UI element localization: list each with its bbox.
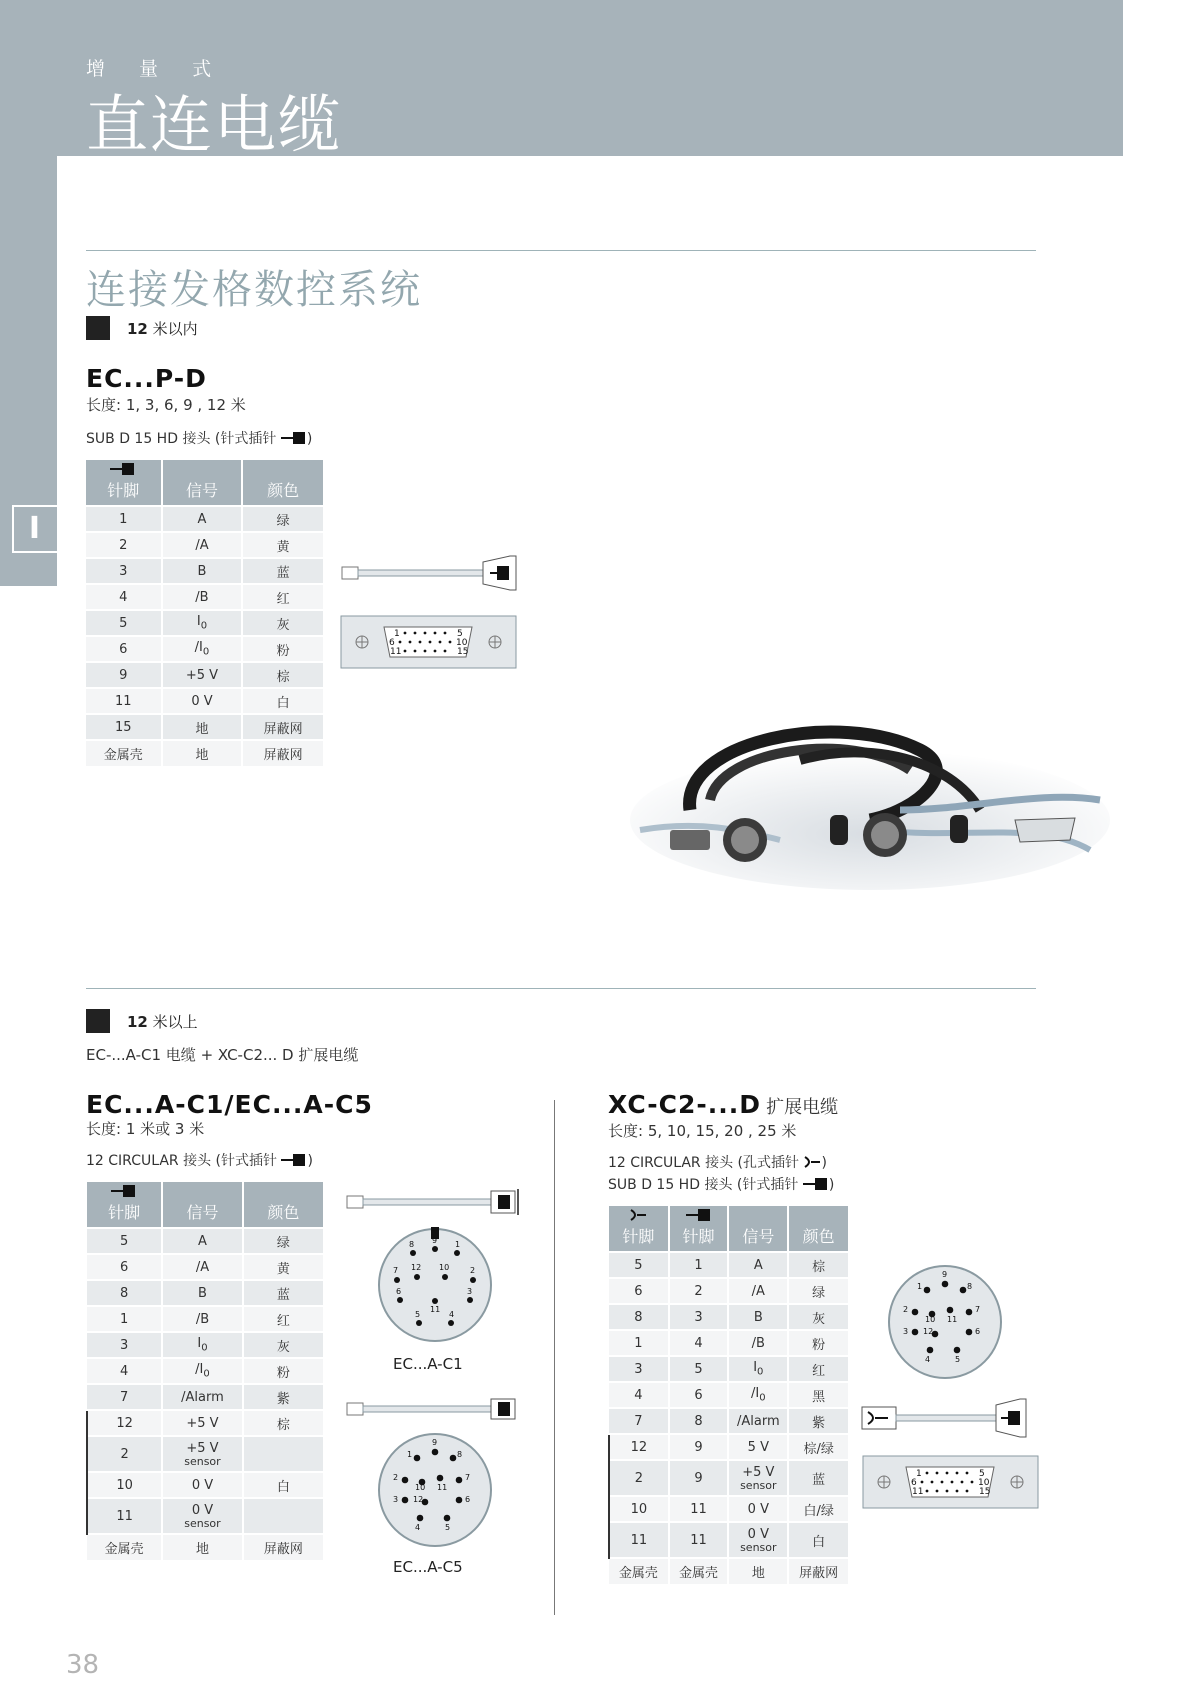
table-row [87, 1436, 323, 1472]
group-length-num: 12 [127, 1013, 148, 1031]
svg-text:4: 4 [415, 1523, 421, 1532]
table-row [86, 636, 323, 662]
svg-text:7: 7 [465, 1473, 471, 1482]
svg-text:5: 5 [457, 629, 463, 639]
signal-cell: $I_0$ [728, 1356, 788, 1382]
svg-text:9: 9 [432, 1236, 438, 1245]
color-cell: 灰 [242, 610, 323, 636]
color-cell: 粉 [242, 636, 323, 662]
svg-text:8: 8 [967, 1282, 973, 1291]
pin-cell: 2 [609, 1460, 669, 1496]
pin-cell: 金属壳 [609, 1558, 669, 1584]
group-marker [86, 1009, 110, 1033]
color-cell: 屏蔽网 [242, 714, 323, 740]
pin-cell: 5 [609, 1252, 669, 1278]
pin-cell: 6 [669, 1382, 729, 1408]
section-rule [86, 250, 1036, 251]
signal-cell: $I_0$ [162, 610, 243, 636]
svg-text:7: 7 [975, 1305, 981, 1314]
signal-subtext: sensor [184, 1454, 221, 1468]
extension-cable-drawing [860, 1395, 1040, 1445]
color-cell: 棕 [788, 1252, 848, 1278]
svg-text:12: 12 [923, 1327, 934, 1336]
length-ecpd [86, 394, 246, 415]
table-row [86, 688, 323, 714]
svg-text:5: 5 [415, 1310, 421, 1319]
color-cell: 绿 [242, 506, 323, 532]
page-number: 38 [66, 1650, 100, 1680]
group-marker [86, 316, 110, 340]
pin-cell: 金属壳 [669, 1558, 729, 1584]
svg-text:3: 3 [903, 1327, 909, 1336]
table-row [609, 1252, 848, 1278]
table-row [609, 1382, 848, 1408]
svg-text:1: 1 [917, 1282, 923, 1291]
table-row [87, 1228, 323, 1254]
connector-text: 12 CIRCULAR 接头 (针式插针 [86, 1153, 278, 1169]
connector-text: SUB D 15 HD 接头 (针式插针 [86, 431, 277, 447]
model-title-xc [608, 1090, 838, 1119]
table-row [86, 532, 323, 558]
male-pin-icon [281, 431, 307, 445]
pin-cell: 2 [669, 1278, 729, 1304]
signal-cell: +5 V [162, 1410, 242, 1436]
col-pin: 针脚 [87, 1182, 162, 1228]
signal-cell: 地 [162, 714, 243, 740]
color-cell: 绿 [243, 1228, 323, 1254]
signal-cell: /B [162, 584, 243, 610]
male-pin-icon [281, 1153, 307, 1167]
signal-cell: +5 V [162, 662, 243, 688]
table-row [87, 1472, 323, 1498]
connector-xc-1: 12 CIRCULAR 接头 (孔式插针 ) [608, 1155, 827, 1171]
color-cell: 黑 [788, 1382, 848, 1408]
color-cell: 红 [788, 1356, 848, 1382]
pin-cell: 3 [609, 1356, 669, 1382]
svg-text:6: 6 [389, 638, 395, 648]
color-cell [243, 1436, 323, 1472]
svg-text:1: 1 [407, 1450, 413, 1459]
signal-cell: A [162, 1228, 242, 1254]
male-pin-icon [686, 1208, 712, 1222]
circular-cable-drawing-c1 [345, 1185, 525, 1225]
signal-cell: A [728, 1252, 788, 1278]
color-cell: 白 [788, 1522, 848, 1558]
svg-text:10: 10 [978, 1478, 990, 1488]
table-row [87, 1384, 323, 1410]
color-cell: 棕 [242, 662, 323, 688]
length-xc [608, 1120, 796, 1141]
color-cell: 红 [243, 1306, 323, 1332]
svg-text:11: 11 [437, 1483, 448, 1492]
connector-text: 12 CIRCULAR 接头 (孔式插针 [608, 1155, 800, 1171]
length-values: 1, 3, 6, 9 , 12 米 [125, 396, 246, 414]
sub-d-face-drawing-xc [862, 1455, 1042, 1511]
svg-text:15: 15 [979, 1487, 991, 1497]
table-row [609, 1496, 848, 1522]
col-pin-circular: 针脚 [609, 1206, 669, 1252]
signal-cell: /Alarm [162, 1384, 242, 1410]
pin-cell: 15 [86, 714, 162, 740]
pin-cell: 4 [87, 1358, 162, 1384]
pin-cell: 10 [609, 1496, 669, 1522]
pin-cell: 3 [86, 558, 162, 584]
section-title: 连接发格数控系统 [86, 267, 422, 313]
svg-text:5: 5 [445, 1523, 451, 1532]
color-cell: 棕/绿 [788, 1434, 848, 1460]
model-suffix: 扩展电缆 [766, 1097, 839, 1118]
signal-cell: B [162, 1280, 242, 1306]
svg-text:8: 8 [457, 1450, 463, 1459]
length-ecac [86, 1118, 204, 1139]
col-pin: 针脚 [86, 460, 162, 506]
pin-cell: 8 [87, 1280, 162, 1306]
length-label: 长度: [86, 396, 122, 414]
table-row [86, 506, 323, 532]
female-socket-icon [803, 1155, 821, 1169]
pin-cell: 2 [87, 1436, 162, 1472]
pin-cell: 12 [609, 1434, 669, 1460]
table-row [86, 610, 323, 636]
table-row [87, 1358, 323, 1384]
table-row [86, 740, 323, 766]
svg-text:12: 12 [411, 1263, 422, 1272]
pin-table-ecac [86, 1182, 323, 1560]
signal-cell: $/I_0$ [162, 636, 243, 662]
pin-cell: 10 [87, 1472, 162, 1498]
signal-cell: B [728, 1304, 788, 1330]
pin-cell: 7 [87, 1384, 162, 1410]
connector-ecac: 12 CIRCULAR 接头 (针式插针 ) [86, 1153, 313, 1169]
header-kicker: 增 量 式 [86, 58, 226, 80]
signal-cell: +5 V sensor [162, 1436, 242, 1472]
length-label: 长度: [86, 1120, 122, 1138]
color-cell: 白/绿 [788, 1496, 848, 1522]
male-pin-icon [803, 1177, 829, 1191]
pin-cell: 6 [86, 636, 162, 662]
length-values: 1 米或 3 米 [125, 1120, 205, 1138]
signal-cell: B [162, 558, 243, 584]
color-cell: 紫 [243, 1384, 323, 1410]
pin-cell: 11 [86, 688, 162, 714]
pin-cell: 1 [86, 506, 162, 532]
svg-text:3: 3 [467, 1287, 473, 1296]
signal-cell: 地 [728, 1558, 788, 1584]
circular-face-xc [885, 1262, 1005, 1382]
col-signal: 信号 [728, 1206, 788, 1252]
table-row [86, 584, 323, 610]
pin-cell: 3 [87, 1332, 162, 1358]
caption-c5: EC...A-C5 [393, 1558, 463, 1576]
pin-cell: 5 [86, 610, 162, 636]
color-cell: 灰 [243, 1332, 323, 1358]
table-row [609, 1356, 848, 1382]
color-cell: 蓝 [788, 1460, 848, 1496]
pin-cell: 12 [87, 1410, 162, 1436]
pin-cell: 8 [669, 1408, 729, 1434]
col-signal: 信号 [162, 460, 243, 506]
col-pin-subd: 针脚 [669, 1206, 729, 1252]
pin-cell: 1 [87, 1306, 162, 1332]
signal-cell: 0 V sensor [728, 1522, 788, 1558]
color-cell: 红 [242, 584, 323, 610]
sub-d-face-drawing [340, 615, 520, 671]
pin-cell: 4 [609, 1382, 669, 1408]
column-divider [554, 1100, 555, 1615]
svg-text:4: 4 [925, 1355, 931, 1364]
pin-cell: 2 [86, 532, 162, 558]
svg-text:10: 10 [439, 1263, 450, 1272]
model-title-ecac: EC...A-C1/EC...A-C5 [86, 1090, 373, 1119]
pin-cell: 11 [669, 1496, 729, 1522]
svg-text:12: 12 [413, 1495, 424, 1504]
group-label [127, 318, 198, 339]
pin-cell: 11 [87, 1498, 162, 1534]
color-cell: 棕 [243, 1410, 323, 1436]
signal-cell: +5 V sensor [728, 1460, 788, 1496]
pin-cell: 11 [609, 1522, 669, 1558]
svg-text:2: 2 [393, 1473, 399, 1482]
svg-text:9: 9 [942, 1270, 948, 1279]
section-tab-label: I [28, 511, 41, 546]
svg-text:1: 1 [394, 629, 400, 639]
color-cell: 屏蔽网 [242, 740, 323, 766]
svg-text:2: 2 [903, 1305, 909, 1314]
pin-cell: 6 [87, 1254, 162, 1280]
signal-subtext: sensor [740, 1478, 777, 1492]
table-row [609, 1460, 848, 1496]
pin-cell: 5 [669, 1356, 729, 1382]
svg-text:11: 11 [390, 647, 402, 657]
svg-text:5: 5 [955, 1355, 961, 1364]
pin-table-ecpd [86, 460, 323, 766]
table-row [87, 1498, 323, 1534]
svg-text:10: 10 [456, 638, 468, 648]
signal-cell: $/I_0$ [728, 1382, 788, 1408]
signal-cell: /B [728, 1330, 788, 1356]
svg-text:11: 11 [912, 1487, 924, 1497]
page-title: 直连电缆 [86, 88, 343, 161]
table-row [609, 1558, 848, 1584]
color-cell: 蓝 [242, 558, 323, 584]
color-cell: 粉 [243, 1358, 323, 1384]
signal-subtext: sensor [184, 1516, 221, 1530]
model-code: XC-C2-...D [608, 1090, 762, 1119]
signal-cell: /A [162, 532, 243, 558]
table-row [86, 558, 323, 584]
group-label [127, 1011, 198, 1032]
col-color: 颜色 [242, 460, 323, 506]
female-socket-icon [629, 1208, 647, 1222]
svg-text:5: 5 [979, 1469, 985, 1479]
color-cell: 蓝 [243, 1280, 323, 1306]
svg-text:11: 11 [430, 1305, 441, 1314]
pin-cell: 6 [609, 1278, 669, 1304]
signal-cell: 0 V sensor [162, 1498, 242, 1534]
pin-cell: 1 [609, 1330, 669, 1356]
group-length-text: 米以上 [152, 1013, 198, 1031]
table-row [609, 1522, 848, 1558]
signal-cell: A [162, 506, 243, 532]
connector-ecpd: SUB D 15 HD 接头 (针式插针 ) [86, 431, 313, 447]
table-row [87, 1254, 323, 1280]
circular-face-c5 [375, 1430, 495, 1550]
sidebar-strip [0, 0, 57, 586]
table-row [86, 662, 323, 688]
table-row [87, 1534, 323, 1560]
circular-cable-drawing-c5 [345, 1397, 525, 1427]
svg-text:2: 2 [470, 1266, 476, 1275]
model-title-ecpd: EC...P-D [86, 364, 207, 393]
pin-cell: 3 [669, 1304, 729, 1330]
pin-cell: 9 [669, 1434, 729, 1460]
signal-cell: $/I_0$ [162, 1358, 242, 1384]
cable-product-photo [620, 700, 1120, 900]
section-rule [86, 988, 1036, 989]
svg-text:9: 9 [432, 1438, 438, 1447]
combo-text: EC-...A-C1 电缆 + XC-C2... D 扩展电缆 [86, 1046, 359, 1064]
color-cell: 白 [243, 1472, 323, 1498]
color-cell: 黄 [242, 532, 323, 558]
signal-cell: /B [162, 1306, 242, 1332]
pin-cell: 9 [86, 662, 162, 688]
table-row [609, 1408, 848, 1434]
signal-cell: $I_0$ [162, 1332, 242, 1358]
signal-cell: 0 V [162, 1472, 242, 1498]
col-signal: 信号 [162, 1182, 242, 1228]
pin-cell: 金属壳 [86, 740, 162, 766]
svg-text:11: 11 [947, 1315, 958, 1324]
svg-text:1: 1 [916, 1469, 922, 1479]
signal-cell: 0 V [728, 1496, 788, 1522]
svg-text:10: 10 [925, 1315, 936, 1324]
table-row [609, 1304, 848, 1330]
length-values: 5, 10, 15, 20 , 25 米 [647, 1122, 797, 1140]
svg-text:6: 6 [465, 1495, 471, 1504]
pin-cell: 8 [609, 1304, 669, 1330]
svg-text:8: 8 [409, 1240, 415, 1249]
pin-cell: 4 [86, 584, 162, 610]
signal-cell: 地 [162, 1534, 242, 1560]
pin-cell: 1 [669, 1252, 729, 1278]
signal-cell: 5 V [728, 1434, 788, 1460]
signal-cell: 0 V [162, 688, 243, 714]
length-label: 长度: [608, 1122, 644, 1140]
group-length-num: 12 [127, 320, 148, 338]
caption-c1: EC...A-C1 [393, 1355, 463, 1373]
pin-cell: 9 [669, 1460, 729, 1496]
table-row [87, 1410, 323, 1436]
signal-subtext: sensor [740, 1540, 777, 1554]
table-row [87, 1332, 323, 1358]
pin-cell: 7 [609, 1408, 669, 1434]
svg-text:3: 3 [393, 1495, 399, 1504]
table-row [87, 1306, 323, 1332]
svg-text:6: 6 [911, 1478, 917, 1488]
color-cell: 屏蔽网 [243, 1534, 323, 1560]
pin-cell: 4 [669, 1330, 729, 1356]
svg-text:7: 7 [393, 1266, 399, 1275]
table-row [86, 714, 323, 740]
connector-xc-2: SUB D 15 HD 接头 (针式插针 ) [608, 1177, 835, 1193]
pin-cell: 11 [669, 1522, 729, 1558]
color-cell [243, 1498, 323, 1534]
svg-text:6: 6 [975, 1327, 981, 1336]
pin-table-xc [608, 1206, 848, 1584]
svg-text:10: 10 [415, 1483, 426, 1492]
color-cell: 白 [242, 688, 323, 714]
color-cell: 紫 [788, 1408, 848, 1434]
pin-cell: 金属壳 [87, 1534, 162, 1560]
signal-cell: 地 [162, 740, 243, 766]
signal-cell: /Alarm [728, 1408, 788, 1434]
svg-text:15: 15 [457, 647, 469, 657]
color-cell: 粉 [788, 1330, 848, 1356]
color-cell: 绿 [788, 1278, 848, 1304]
svg-text:1: 1 [455, 1240, 461, 1249]
svg-text:4: 4 [449, 1310, 455, 1319]
signal-cell: /A [728, 1278, 788, 1304]
signal-cell: /A [162, 1254, 242, 1280]
connector-text: SUB D 15 HD 接头 (针式插针 [608, 1177, 799, 1193]
male-pin-icon [111, 1184, 137, 1198]
table-row [609, 1278, 848, 1304]
col-color: 颜色 [788, 1206, 848, 1252]
circular-face-c1 [375, 1225, 495, 1345]
pin-cell: 5 [87, 1228, 162, 1254]
svg-text:6: 6 [396, 1287, 402, 1296]
color-cell: 黄 [243, 1254, 323, 1280]
table-row [609, 1434, 848, 1460]
table-row [87, 1280, 323, 1306]
male-pin-icon [110, 462, 136, 476]
table-row [609, 1330, 848, 1356]
group-length-text: 米以内 [152, 320, 198, 338]
col-color: 颜色 [243, 1182, 323, 1228]
color-cell: 灰 [788, 1304, 848, 1330]
color-cell: 屏蔽网 [788, 1558, 848, 1584]
